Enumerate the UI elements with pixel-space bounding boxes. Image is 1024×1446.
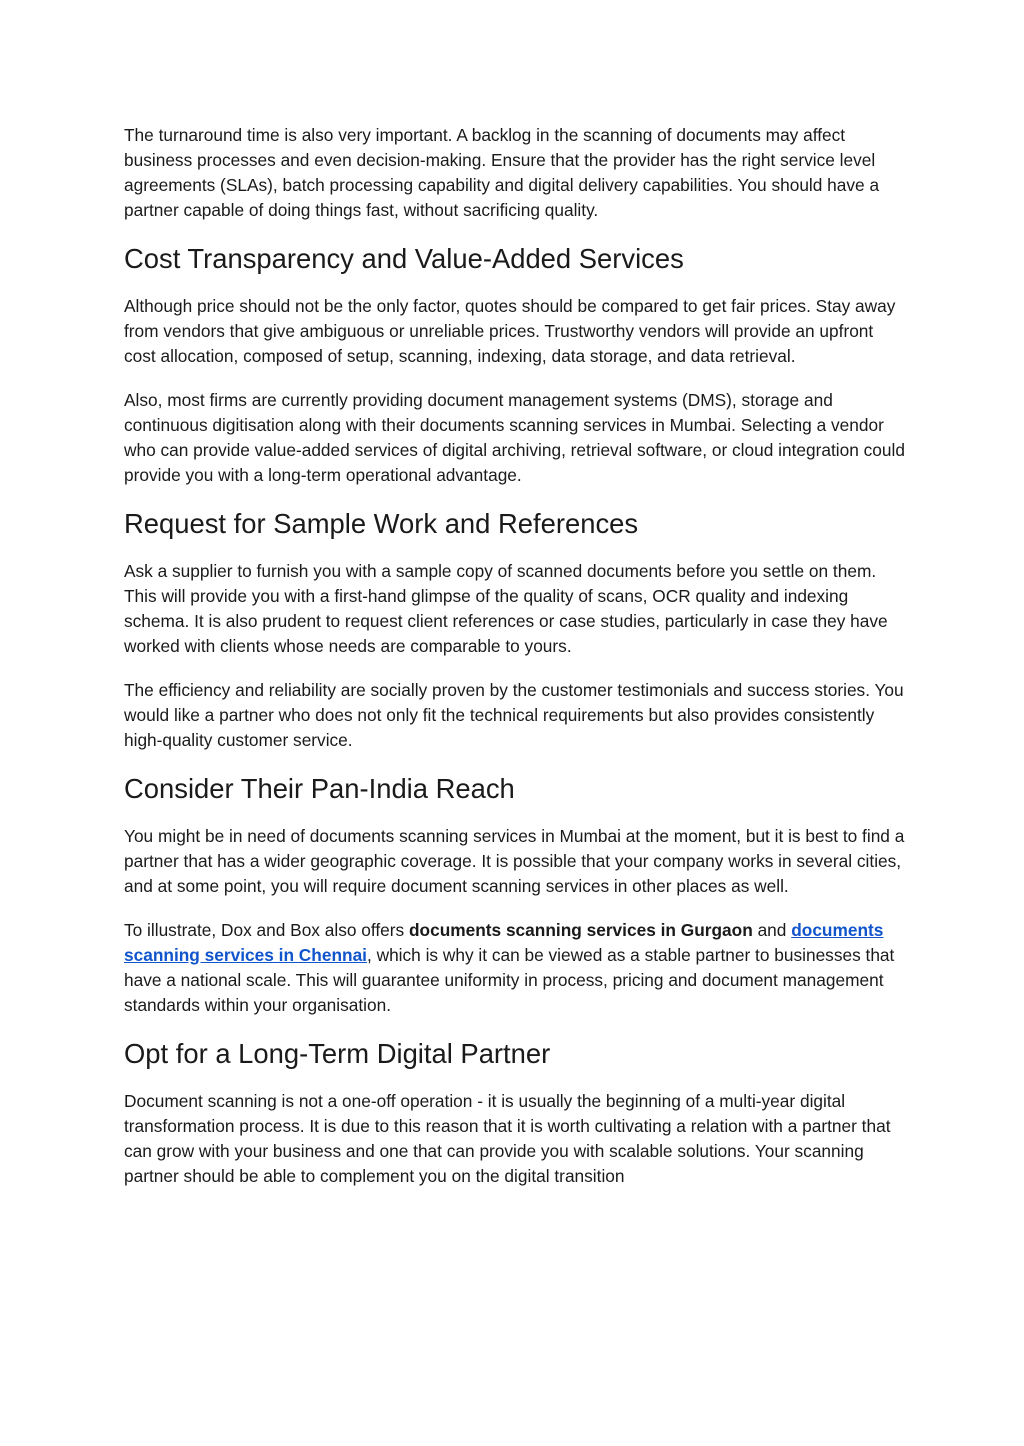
illustration-suffix: , which is why it can be viewed as a stable partner to businesses that have a national scale. This will guarantee uniformity in process, pricing and document management standards within your organisation. (124, 945, 895, 1015)
chennai-services-link[interactable]: documents scanning services in Chennai (124, 920, 884, 965)
paragraph-pricing: Although price should not be the only factor, quotes should be compared to get fair prices. Stay away from vendors that give ambiguous or unreliable prices. Trustworthy vendors will provide an upfront cost allocation, composed of setup, scanning, indexing, data storage, and data retrieval. (124, 296, 896, 366)
paragraph-illustration (124, 918, 909, 1018)
paragraph-sample-copy: Ask a supplier to furnish you with a sample copy of scanned documents before you settle on them. This will provide you with a first-hand glimpse of the quality of scans, OCR quality and indexing schema. It is also prudent to request client references or case studies, particularly in case they have worked with clients whose needs are comparable to yours. (124, 561, 888, 656)
paragraph-testimonials: The efficiency and reliability are socially proven by the customer testimonials and success stories. You would like a partner who does not only fit the technical requirements but also provides consistently high-quality customer service. (124, 680, 904, 750)
gurgaon-bold-text: documents scanning services in Gurgaon (408, 920, 753, 940)
paragraph-geographic-coverage: You might be in need of documents scanning services in Mumbai at the moment, but it is best to find a partner that has a wider geographic coverage. It is possible that your company works in several cities, and at some point, you will require document scanning services in other places as well. (124, 826, 905, 896)
illustration-mid: and (752, 920, 792, 940)
paragraph-turnaround: The turnaround time is also very important. A backlog in the scanning of documents may affect business processes and even decision-making. Ensure that the provider has the right service level agreements (SLAs), batch processing capability and digital delivery capabilities. You should have a partner capable of doing things fast, without sacrificing quality. (124, 125, 880, 220)
heading-pan-india: Consider Their Pan-India Reach (124, 773, 515, 804)
paragraph-digital-transformation: Document scanning is not a one-off operation - it is usually the beginning of a multi-year digital transformation process. It is due to this reason that it is worth cultivating a relation with a partner that can grow with your business and one that can provide you with scalable solutions. Your scanning partner should be able to complement you on the digital transition (124, 1091, 891, 1186)
heading-sample-work: Request for Sample Work and References (124, 508, 639, 539)
heading-long-term-partner: Opt for a Long-Term Digital Partner (124, 1038, 551, 1069)
heading-cost-transparency: Cost Transparency and Value-Added Services (124, 243, 684, 274)
paragraph-value-added: Also, most firms are currently providing document management systems (DMS), storage and continuous digitisation along with their documents scanning services in Mumbai. Selecting a vendor who can provide value-added services of digital archiving, retrieval software, or cloud integration could provide you with a long-term operational advantage. (124, 390, 905, 485)
illustration-prefix: To illustrate, Dox and Box also offers (124, 920, 409, 940)
document-page (124, 123, 909, 1208)
